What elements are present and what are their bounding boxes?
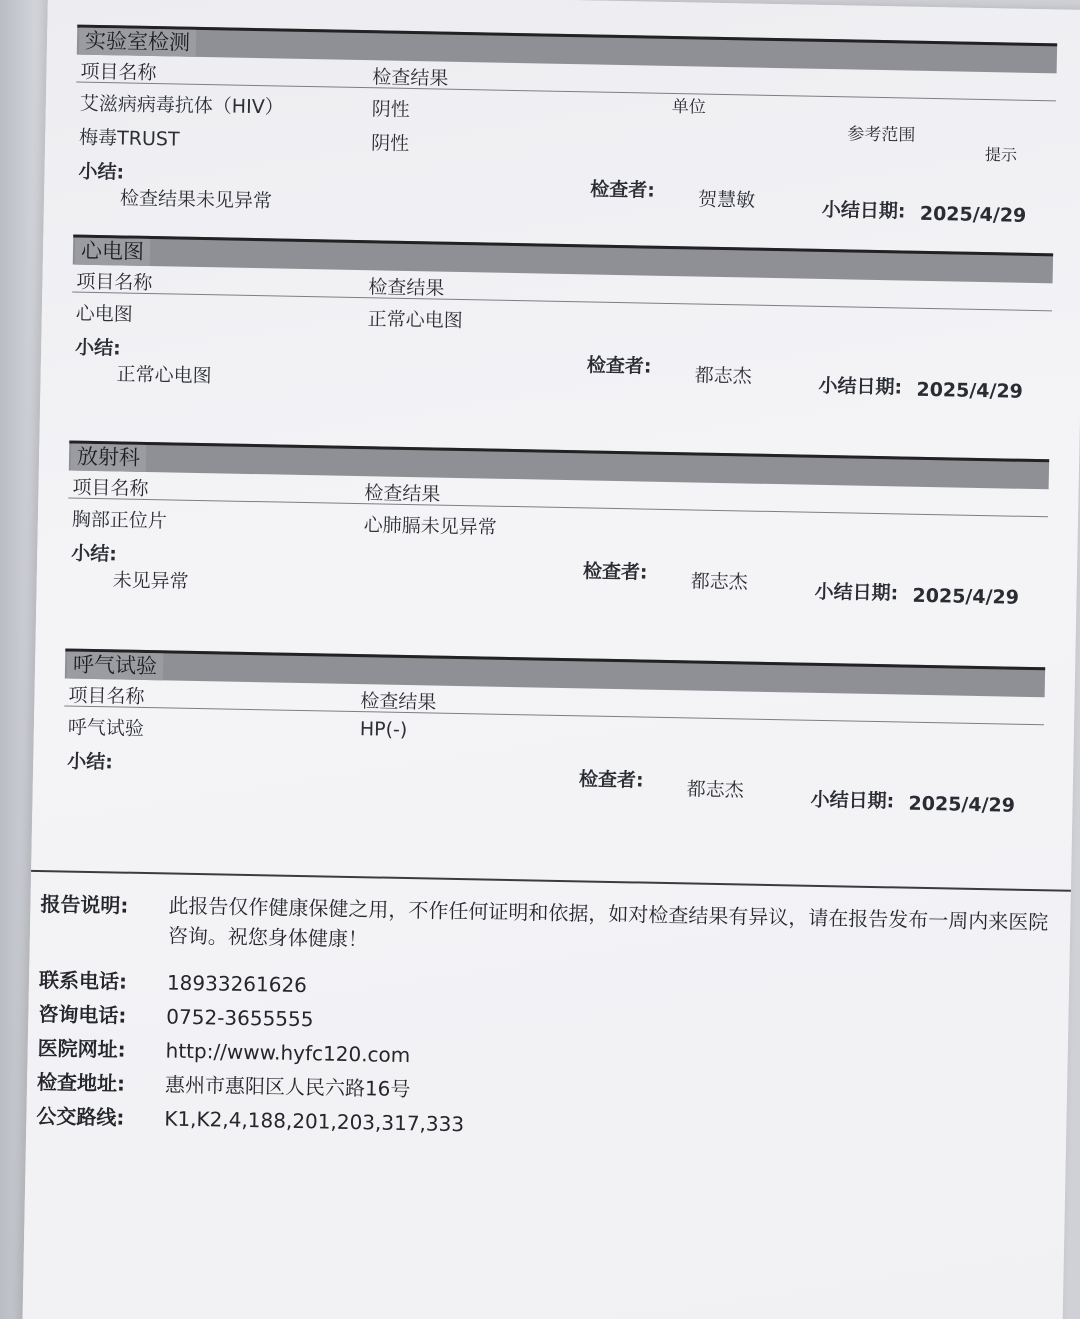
row-item: 呼气试验: [67, 716, 145, 740]
bus-routes: [36, 1100, 464, 1137]
col-item-name: 项目名称: [76, 270, 153, 295]
row-result: 阴性: [370, 132, 410, 155]
section-breath-test: [62, 648, 1045, 819]
row-result: HP(-): [359, 718, 408, 742]
section-title: 呼气试验: [67, 651, 164, 680]
col-unit: 单位: [671, 97, 707, 118]
bus-label: 公交路线:: [36, 1103, 125, 1130]
exam-address: [37, 1066, 411, 1102]
note-text: 此报告仅作健康保健之用，不作任何证明和依据，如对检查结果有异议，请在报告发布一周内来医院咨询。祝您身体健康！: [167, 893, 1049, 952]
inspector-name: 都志杰: [690, 570, 748, 594]
col-item-name: 项目名称: [72, 476, 149, 501]
summary-label: 小结:: [70, 542, 117, 566]
inspector-label: 检查者:: [578, 768, 644, 792]
date-label: 小结日期:: [810, 788, 895, 813]
section-title: 放射科: [71, 444, 147, 472]
section-title: 心电图: [75, 238, 151, 266]
report-note: [40, 888, 1049, 967]
addr-label: 检查地址:: [36, 1069, 126, 1096]
col-result: 检查结果: [368, 276, 445, 300]
row-item: 心电图: [75, 302, 134, 326]
summary-label: 小结:: [66, 750, 114, 774]
inspector-name: 贺慧敏: [697, 188, 756, 212]
inspector-label: 检查者:: [590, 178, 656, 202]
site-label: 医院网址:: [37, 1035, 126, 1062]
consult-value: 0752-3655555: [166, 1004, 314, 1032]
col-item-name: 项目名称: [80, 60, 157, 85]
row-result: 心肺膈未见异常: [363, 514, 497, 539]
inspector-name: 都志杰: [694, 364, 752, 388]
summary-date: 2025/4/29: [919, 202, 1027, 227]
addr-value: 惠州市惠阳区人民六路16号: [164, 1072, 411, 1102]
row-item: 艾滋病病毒抗体（HIV）: [79, 92, 284, 119]
section-radiology: [66, 440, 1049, 611]
summary-date: 2025/4/29: [908, 792, 1016, 817]
date-label: 小结日期:: [814, 580, 899, 605]
summary-text: 正常心电图: [116, 363, 212, 388]
inspector-label: 检查者:: [582, 560, 648, 584]
hospital-website: [37, 1032, 410, 1068]
summary-date: 2025/4/29: [916, 378, 1024, 403]
inspector-name: 都志杰: [686, 778, 744, 802]
note-label: 报告说明:: [40, 892, 129, 918]
contact-phone: [39, 964, 307, 998]
section-ecg: [70, 235, 1053, 406]
phone-value: 18933261626: [166, 970, 308, 998]
bus-value: K1,K2,4,188,201,203,317,333: [164, 1106, 465, 1137]
inspector-label: 检查者:: [586, 354, 652, 378]
col-result: 检查结果: [364, 482, 441, 506]
phone-label: 联系电话:: [38, 968, 128, 994]
col-range: 参考范围: [847, 124, 916, 146]
summary-date: 2025/4/29: [912, 584, 1020, 609]
consult-label: 咨询电话:: [38, 1002, 127, 1028]
col-hint: 提示: [984, 145, 1018, 165]
section-lab: [74, 25, 1057, 230]
row-item: 胸部正位片: [71, 508, 168, 533]
col-result: 检查结果: [372, 66, 449, 90]
consult-phone: [38, 998, 314, 1032]
row-item: 梅毒TRUST: [78, 126, 180, 151]
summary-label: 小结:: [74, 336, 121, 360]
section-title: 实验室检测: [79, 28, 196, 57]
date-label: 小结日期:: [818, 374, 903, 399]
report-sheet: [22, 0, 1080, 1319]
site-link[interactable]: http://www.hyfc120.com: [165, 1038, 411, 1068]
row-result: 阴性: [371, 98, 410, 121]
date-label: 小结日期:: [821, 198, 906, 223]
col-result: 检查结果: [360, 690, 437, 714]
summary-label: 小结:: [78, 160, 125, 184]
summary-text: 未见异常: [112, 569, 189, 593]
report-footer: [31, 870, 1071, 1137]
col-item-name: 项目名称: [68, 684, 145, 708]
summary-text: 检查结果未见异常: [119, 187, 273, 213]
row-result: 正常心电图: [367, 308, 463, 333]
